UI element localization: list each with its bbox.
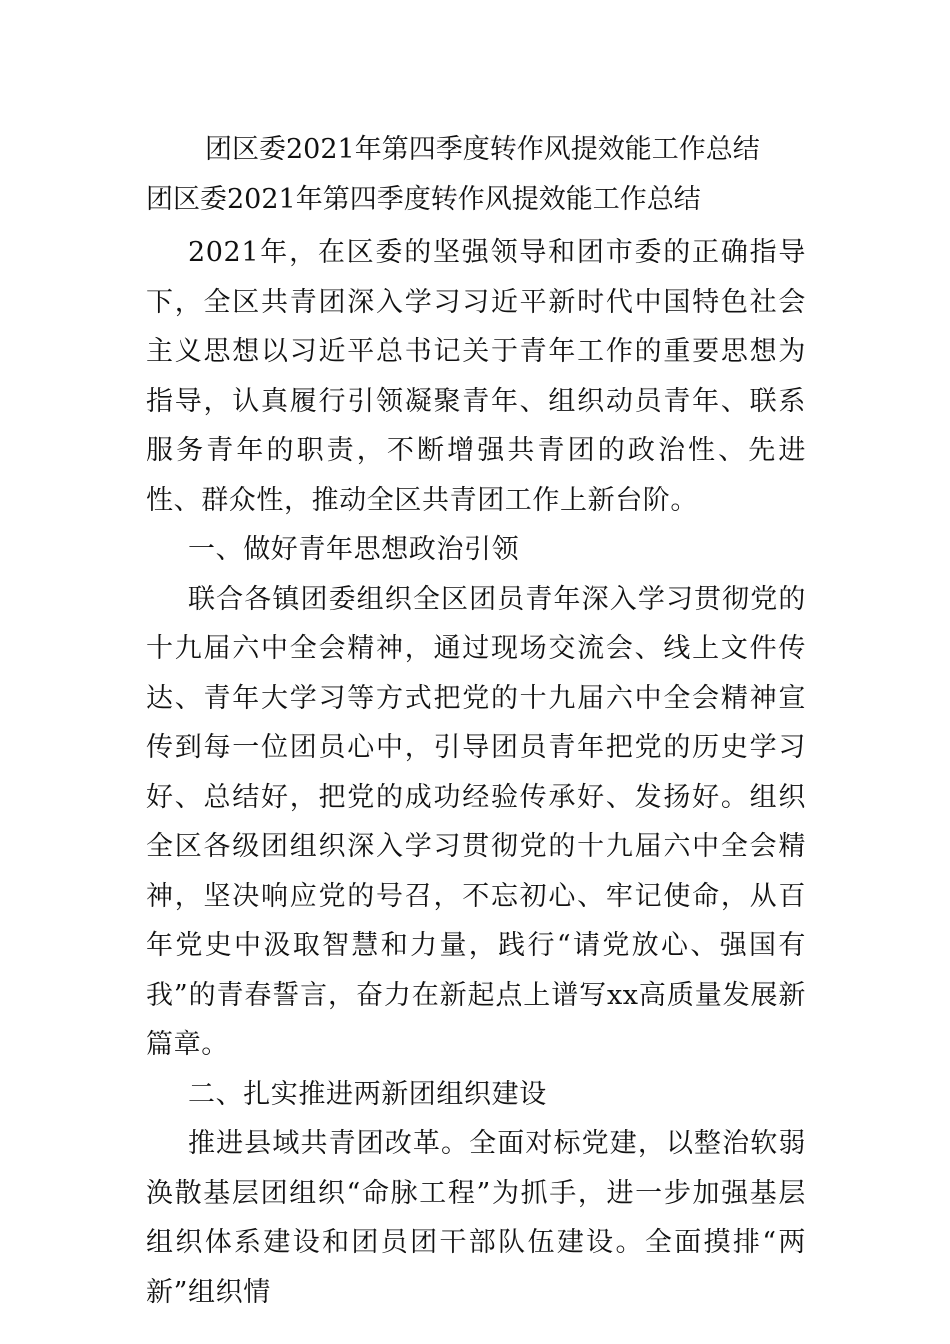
- paragraph-section-1: 联合各镇团委组织全区团员青年深入学习贯彻党的十九届六中全会精神，通过现场交流会、线上文件传达、青年大学习等方式把党的十九届六中全会精神宣传到每一位团员心中，引导团员青年把党的历史学习好、总结好，把党的成功经验传承好、发扬好。组织全区各级团组织深入学习贯彻党的十九届六中全会精神，坚决响应党的号召，不忘初心、牢记使命，从百年党史中汲取智慧和力量，践行“请党放心、强国有我”的青春誓言，奋力在新起点上谱写xx高质量发展新篇章。: [146, 583, 806, 1060]
- document-body: [146, 228, 806, 1317]
- document-title: 团区委2021年第四季度转作风提效能工作总结: [205, 134, 760, 165]
- section-heading-2: 二、扎实推进两新团组织建设: [188, 1078, 547, 1110]
- paragraph-intro: 2021年，在区委的坚强领导和团市委的正确指导下，全区共青团深入学习习近平新时代中国特色社会主义思想以习近平总书记关于青年工作的重要思想为指导，认真履行引领凝聚青年、组织动员青年、联系服务青年的职责，不断增强共青团的政治性、先进性、群众性，推动全区共青团工作上新台阶。: [146, 237, 806, 516]
- document-subtitle: 团区委2021年第四季度转作风提效能工作总结: [146, 184, 701, 215]
- section-heading-1: 一、做好青年思想政治引领: [188, 534, 520, 565]
- paragraph-section-2: 推进县域共青团改革。全面对标党建，以整治软弱涣散基层团组织“命脉工程”为抓手，进一步加强基层组织体系建设和团员团干部队伍建设。全面摸排“两新”组织情: [146, 1128, 806, 1308]
